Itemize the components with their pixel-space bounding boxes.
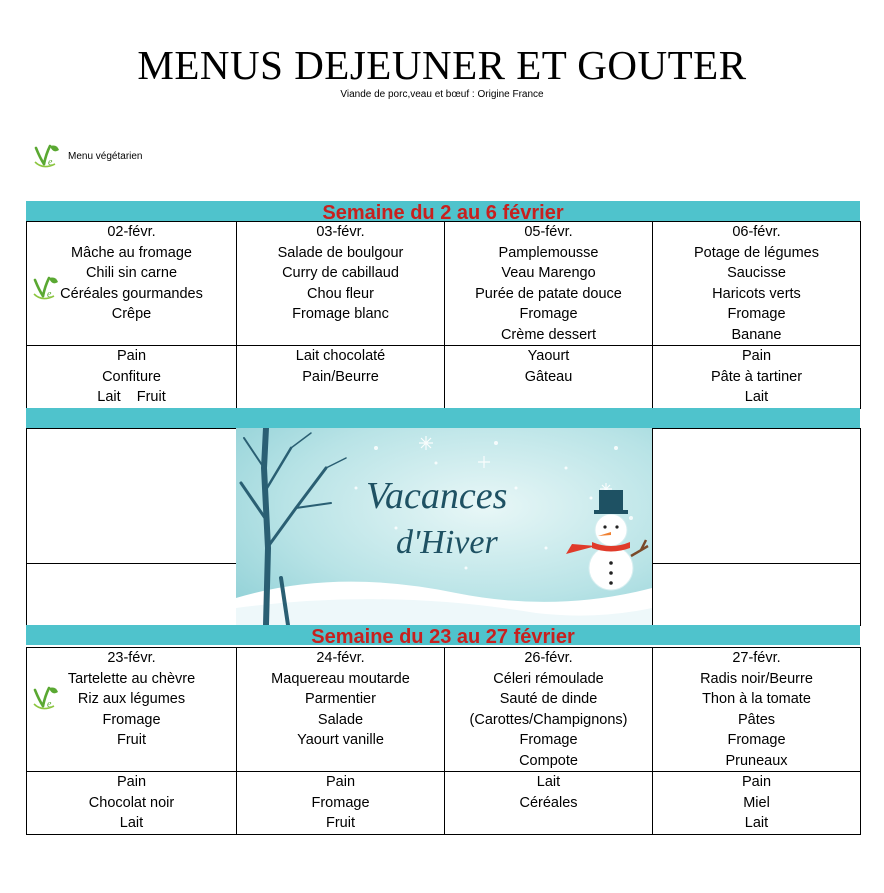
menu-item: Saucisse: [727, 265, 786, 281]
menu-item: Haricots verts: [712, 285, 801, 302]
menu-item: Céréales gourmandes: [60, 285, 203, 302]
svg-text:e: e: [47, 289, 52, 300]
snack-item: Céréales: [519, 794, 578, 811]
week2-lunch-row: [27, 648, 861, 772]
week2-day1-lunch: [27, 648, 237, 772]
week2-day2-snack: [237, 772, 445, 835]
page-title: MENUS DEJEUNER ET GOUTER: [137, 42, 747, 88]
menu-item: Sauté de dinde: [499, 691, 598, 707]
week2-day4-lunch: [653, 648, 861, 772]
menu-item: Crêpe: [111, 306, 152, 322]
week1-day3-snack: [445, 346, 653, 409]
week1-day2-lunch: [237, 222, 445, 346]
week1-day3-lunch: [445, 222, 653, 346]
day-date: 06-févr.: [732, 224, 781, 240]
menu-item: Crème dessert: [500, 326, 597, 343]
menu-item: Veau Marengo: [501, 265, 596, 281]
day-date: 26-févr.: [524, 650, 573, 666]
menu-item: Thon à la tomate: [702, 691, 811, 707]
legend-label: Menu végétarien: [68, 150, 143, 162]
snack-item: Pain/Beurre: [302, 368, 379, 385]
menu-item: Fruit: [117, 732, 146, 748]
day-date: 05-févr.: [524, 224, 573, 240]
week2-day4-snack: [653, 772, 861, 835]
vegetarian-icon: [32, 684, 60, 712]
snack-item: Lait chocolaté: [295, 348, 386, 364]
snack-item: Yaourt: [527, 348, 570, 364]
menu-item: Pruneaux: [725, 752, 788, 769]
winter-scene-illustration: [236, 428, 652, 625]
menu-item: Mâche au fromage: [71, 244, 192, 261]
snack-item: Pain: [741, 774, 772, 790]
menu-item: Chou fleur: [307, 285, 374, 302]
svg-text:e: e: [48, 157, 53, 168]
week1-day1-lunch: [27, 222, 237, 346]
menu-item: (Carottes/Champignons): [469, 711, 628, 728]
menu-item: Purée de patate douce: [475, 285, 622, 302]
week2-title-bar: [26, 625, 860, 648]
week1-day1-snack: [27, 346, 237, 409]
menu-item: Curry de cabillaud: [282, 265, 399, 281]
menu-item: Fromage blanc: [292, 306, 389, 322]
menu-item: Maquereau moutarde: [271, 670, 410, 687]
menu-item: Tartelette au chèvre: [67, 670, 196, 687]
snack-item: Pâte à tartiner: [710, 368, 803, 385]
week1-title: Semaine du 2 au 6 février: [322, 202, 564, 224]
snack-item: Miel: [743, 794, 770, 811]
week2-day2-lunch: [237, 648, 445, 772]
week2-table: [26, 647, 861, 835]
menu-item: Pâtes: [737, 711, 776, 728]
week1-day4-snack: [653, 346, 861, 409]
day-date: 03-févr.: [316, 224, 365, 240]
snack-item: Fruit: [326, 815, 355, 831]
snack-item: Lait: [744, 815, 769, 831]
snack-item: Fromage: [311, 794, 370, 811]
snack-item: Lait: [119, 815, 144, 831]
day-date: 23-févr.: [107, 650, 156, 666]
snack-item: Pain: [741, 348, 772, 364]
week2-title: Semaine du 23 au 27 février: [311, 626, 575, 648]
snack-item: Lait: [744, 389, 769, 405]
week1-title-bar: [26, 201, 860, 224]
snack-item: Pain: [116, 348, 147, 364]
day-date: 27-févr.: [732, 650, 781, 666]
day-date: 24-févr.: [316, 650, 365, 666]
menu-item: Yaourt vanille: [297, 732, 384, 748]
menu-item: Pamplemousse: [498, 244, 599, 261]
week2-day1-snack: [27, 772, 237, 835]
week1-table: [26, 221, 861, 409]
menu-item: Salade de boulgour: [277, 244, 404, 261]
legend: [33, 142, 143, 170]
vacation-line2: d'Hiver: [396, 524, 498, 561]
vacation-empty-cell: [26, 563, 237, 626]
menu-item: Fromage: [727, 732, 786, 748]
week1-lunch-row: [27, 222, 861, 346]
menu-item: Chili sin carne: [85, 265, 178, 281]
snack-item: Confiture: [102, 368, 161, 385]
snack-item: Chocolat noir: [88, 794, 175, 811]
svg-text:e: e: [47, 699, 52, 710]
week2-snack-row: [27, 772, 861, 835]
snack-item: Gâteau: [524, 368, 573, 385]
week2-day3-lunch: [445, 648, 653, 772]
week2-day3-snack: [445, 772, 653, 835]
menu-item: Radis noir/Beurre: [700, 670, 813, 687]
snack-item: Lait Fruit: [97, 389, 166, 405]
menu-item: Parmentier: [305, 691, 376, 707]
menu-item: Banane: [731, 326, 782, 343]
day-date: 02-févr.: [107, 224, 156, 240]
week1-day4-lunch: [653, 222, 861, 346]
vacation-empty-cell: [652, 563, 861, 626]
menu-item: Riz aux légumes: [77, 691, 186, 707]
week1-snack-row: [27, 346, 861, 409]
menu-item: Céleri rémoulade: [493, 670, 604, 687]
vacation-line1: Vacances: [366, 475, 508, 517]
menu-item: Compote: [519, 752, 578, 769]
winter-vacation-banner: [236, 428, 652, 625]
menu-item: Fromage: [727, 306, 786, 322]
menu-item: Salade: [317, 711, 364, 728]
separator-bar: [26, 408, 860, 428]
menu-item: Fromage: [519, 732, 578, 748]
snack-item: Pain: [116, 774, 147, 790]
vegetarian-icon: [32, 274, 60, 302]
menu-item: Potage de légumes: [694, 244, 819, 261]
snack-item: Pain: [325, 774, 356, 790]
week1-day2-snack: [237, 346, 445, 409]
vacation-empty-cell: [26, 428, 237, 564]
vacation-empty-cell: [652, 428, 861, 564]
page-subtitle: Viande de porc,veau et bœuf : Origine France: [340, 89, 544, 100]
vegetarian-icon: [33, 142, 61, 170]
menu-item: Fromage: [519, 306, 578, 322]
snack-item: Lait: [536, 774, 561, 790]
menu-item: Fromage: [102, 711, 161, 728]
